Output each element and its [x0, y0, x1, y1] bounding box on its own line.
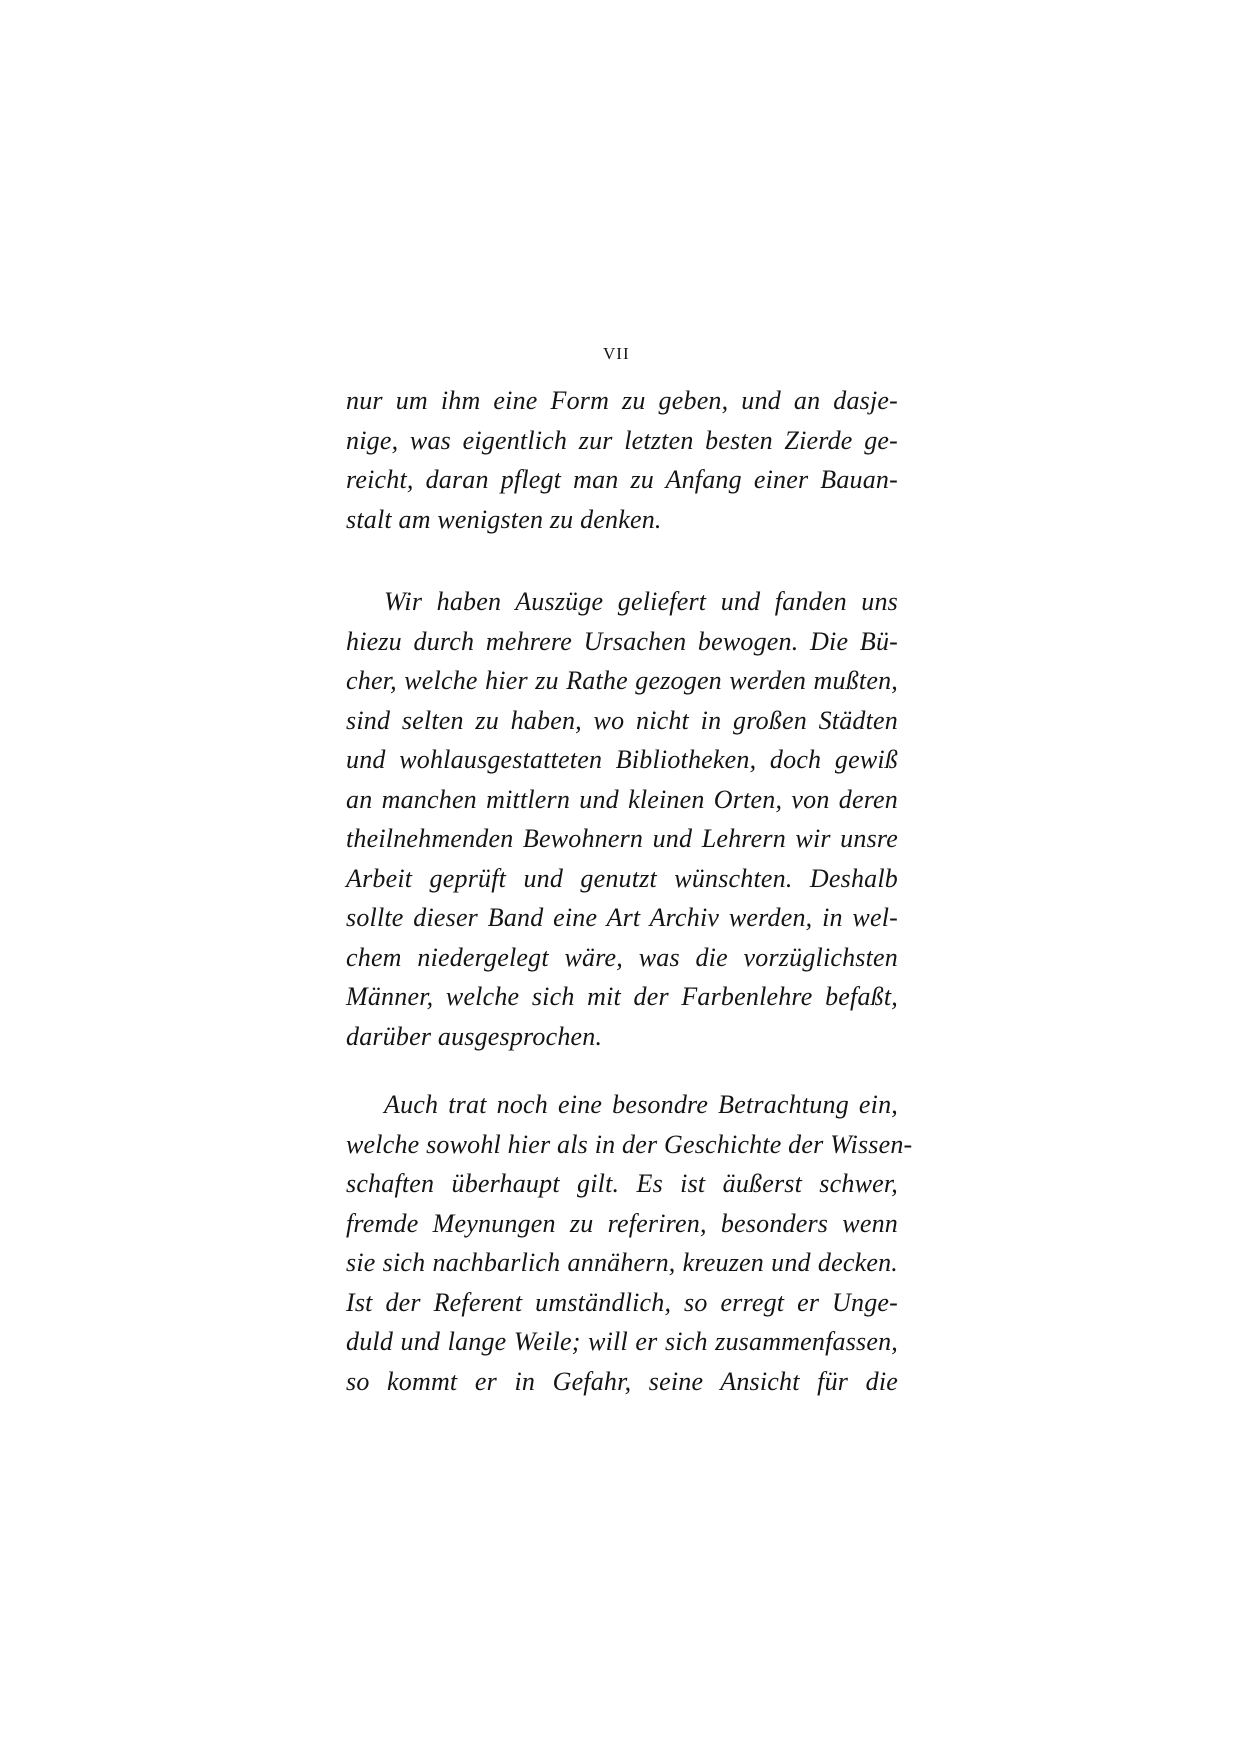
text-line: schaften überhaupt gilt. Es ist äußerst schwer, — [346, 1169, 898, 1198]
text-line: so kommt er in Gefahr, seine Ansicht für die — [346, 1366, 898, 1396]
text-line: reicht, daran pflegt man zu Anfang einer Bauan- — [346, 465, 898, 494]
text-line: hiezu durch mehrere Ursachen bewogen. Die Bü- — [346, 626, 898, 656]
text-line: darüber ausgesprochen. — [346, 1021, 603, 1051]
text-line: stalt am wenigsten zu denken. — [346, 504, 662, 534]
text-line: Auch trat noch eine besondre Betrachtung ein, — [384, 1090, 898, 1119]
text-line: sie sich nachbarlich annähern, kreuzen und decken. — [346, 1248, 898, 1277]
text-line: nur um ihm eine Form zu geben, und an dasje- — [346, 386, 898, 415]
text-line: theilnehmenden Bewohnern und Lehrern wir unsre — [346, 824, 898, 853]
text-line: nige, was eigentlich zur letzten besten Zierde ge- — [346, 425, 898, 455]
text-line: welche sowohl hier als in der Geschichte der Wissen- — [346, 1129, 913, 1159]
text-line: cher, welche hier zu Rathe gezogen werden mußten, — [346, 666, 898, 695]
text-line: Männer, welche sich mit der Farbenlehre befaßt, — [346, 982, 898, 1011]
text-line: fremde Meynungen zu referiren, besonders wenn — [346, 1208, 898, 1238]
paragraph-2 — [346, 582, 898, 1056]
text-line: Arbeit geprüft und genutzt wünschten. Deshalb — [346, 863, 898, 893]
text-line: Ist der Referent umständlich, so erregt er Unge- — [346, 1287, 898, 1317]
text-line: sollte dieser Band eine Art Archiv werden, in wel- — [346, 903, 898, 932]
paragraph-1 — [346, 381, 898, 539]
paragraph-3 — [346, 1085, 913, 1401]
page-number: VII — [603, 344, 630, 363]
text-line: Wir haben Auszüge geliefert und fanden uns — [384, 587, 898, 616]
text-line: sind selten zu haben, wo nicht in großen Städten — [346, 705, 898, 735]
text-line: chem niedergelegt wäre, was die vorzüglichsten — [346, 942, 898, 972]
text-line: duld und lange Weile; will er sich zusammenfassen, — [346, 1327, 898, 1356]
text-line: an manchen mittlern und kleinen Orten, von deren — [346, 784, 898, 814]
text-line: und wohlausgestatteten Bibliotheken, doch gewiß — [346, 745, 898, 774]
